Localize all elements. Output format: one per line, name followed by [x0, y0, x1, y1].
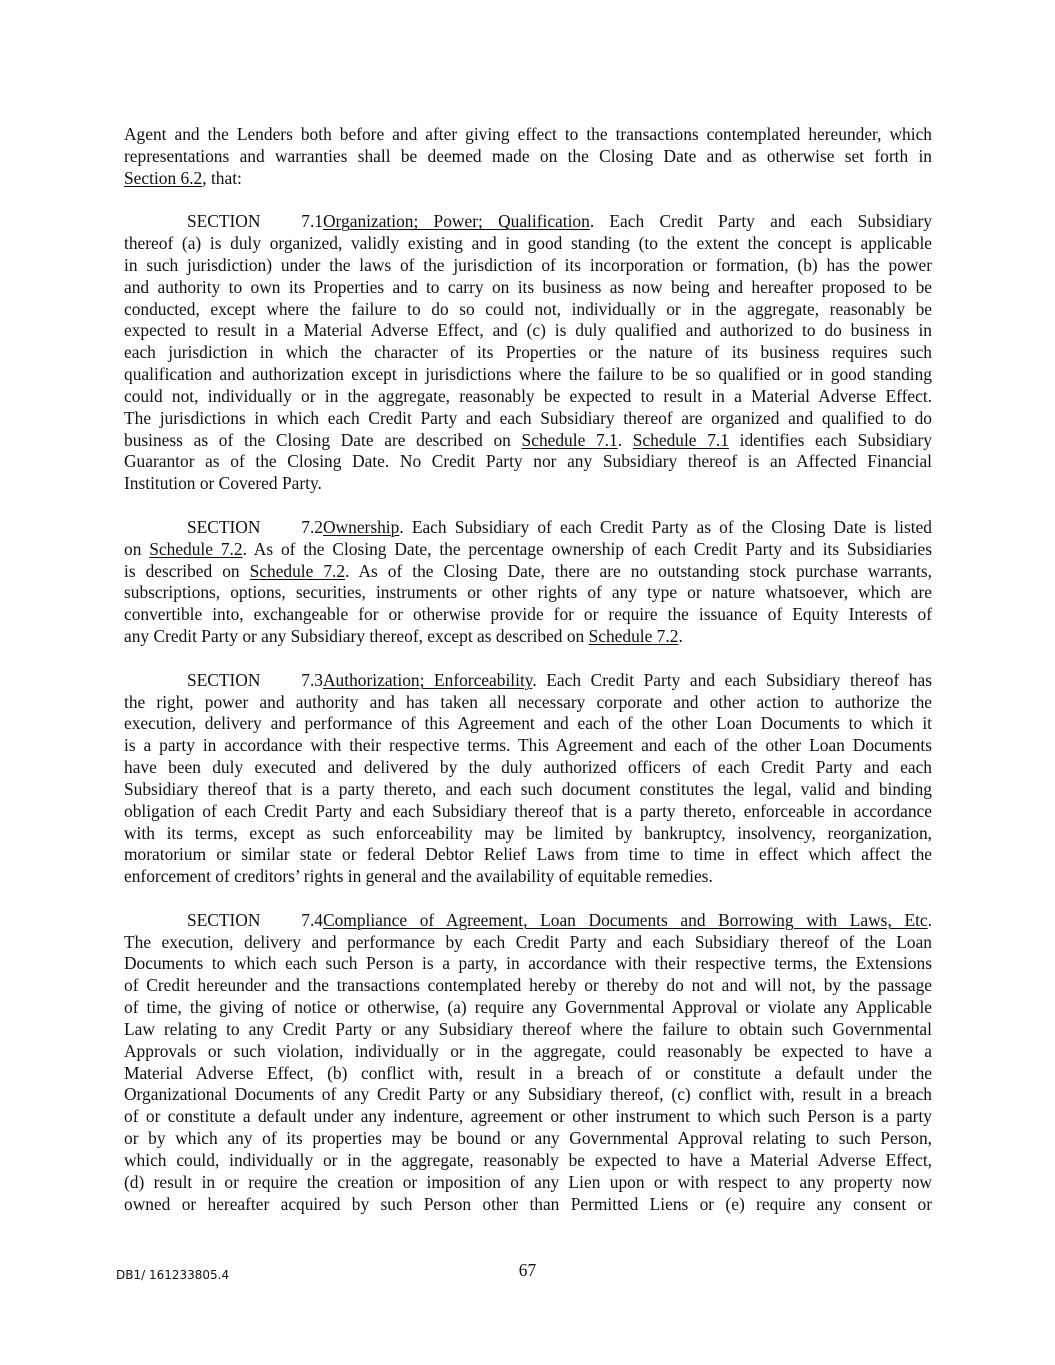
- document-id: DB1/ 161233805.4: [116, 1268, 230, 1282]
- text-run: Agent and the Lenders both before and after giving effect to the transactions contemplated hereunder, which: [124, 124, 932, 144]
- text-line: [124, 735, 932, 757]
- text-run: subscriptions, options, securities, instruments or other rights of any type or nature whatsoever, which are: [124, 582, 932, 603]
- text-run: moratorium or similar state or federal Debtor Relief Laws from time to time in effect which affect the: [124, 844, 932, 865]
- text-run: .: [678, 626, 683, 647]
- text-run: . Each Credit Party and each Subsidiary thereof has: [532, 669, 932, 690]
- text-line: [124, 953, 932, 975]
- text-run: execution, delivery and performance of this Agreement and each of the other Loan Documents to which it: [124, 713, 932, 734]
- paragraph-spacer: [124, 189, 932, 211]
- text-line: [124, 1019, 932, 1041]
- text-line: [124, 1063, 932, 1085]
- text-run: . Each Credit Party and each Subsidiary: [589, 211, 932, 232]
- text-line: [124, 342, 932, 364]
- text-line: [124, 713, 932, 735]
- text-run: (d) result in or require the creation or imposition of any Lien upon or with respect to any property now: [124, 1171, 932, 1192]
- text-run: The jurisdictions in which each Credit Party and each Subsidiary thereof are organized and qualified to do: [124, 407, 932, 428]
- text-run: and authority to own its Properties and to carry on its business as now being and hereafter proposed to be: [124, 276, 932, 297]
- text-line: [124, 233, 932, 255]
- text-line: [124, 975, 932, 997]
- paragraph-spacer: [124, 888, 932, 910]
- text-run: the right, power and authority and has taken all necessary corporate and other action to authorize the: [124, 691, 932, 712]
- underlined-reference: Compliance of Agreement, Loan Documents and Borrowing with Laws, Etc: [323, 909, 928, 930]
- text-line: [124, 757, 932, 779]
- section-number: SECTION 7.4: [187, 909, 323, 930]
- text-line: [124, 1194, 932, 1216]
- text-run: of or constitute a default under any indenture, agreement or other instrument to which such Person is a party: [124, 1106, 932, 1127]
- text-line: [124, 1128, 932, 1150]
- text-line: [124, 320, 932, 342]
- text-line: [124, 299, 932, 321]
- text-line: [124, 451, 932, 473]
- text-line: [124, 277, 932, 299]
- intro-paragraph: [124, 124, 932, 189]
- text-line: [124, 626, 932, 648]
- text-line: [124, 844, 932, 866]
- paragraph-spacer: [124, 648, 932, 670]
- text-run: identifies each Subsidiary: [728, 429, 932, 450]
- section-number: SECTION 7.1: [187, 211, 323, 232]
- text-line: [124, 364, 932, 386]
- underlined-reference: Schedule 7.2: [588, 626, 679, 647]
- text-line: [124, 604, 932, 626]
- text-line: [124, 997, 932, 1019]
- text-run: Institution or Covered Party.: [124, 473, 322, 494]
- text-run: business as of the Closing Date are described on: [124, 429, 522, 450]
- text-run: , that:: [202, 167, 242, 188]
- text-run: Subsidiary thereof that is a party thereto, and each such document constitutes the legal, valid and binding: [124, 778, 932, 799]
- text-line: [124, 1084, 932, 1106]
- text-run: which could, individually or in the aggregate, reasonably be expected to have a Material Adverse Effect,: [124, 1149, 932, 1170]
- text-line: [124, 1172, 932, 1194]
- text-line: [124, 1150, 932, 1172]
- underlined-reference: Authorization; Enforceability: [323, 669, 533, 690]
- text-line: [124, 823, 932, 845]
- text-line: [124, 473, 932, 495]
- underlined-reference: Schedule 7.1: [632, 429, 729, 450]
- text-run: qualification and authorization except in jurisdictions where the failure to be so qualified or in good standing: [124, 364, 932, 385]
- underlined-reference: Ownership: [323, 516, 400, 537]
- text-run: any Credit Party or any Subsidiary thereof, except as described on: [124, 626, 589, 647]
- text-run: on: [124, 538, 150, 559]
- text-line: [124, 670, 932, 692]
- text-line: [124, 386, 932, 408]
- text-run: or by which any of its properties may be bound or any Governmental Approval relating to such Person,: [124, 1128, 932, 1149]
- text-run: could not, individually or in the aggregate, reasonably be expected to result in a Material Adverse Effect.: [124, 385, 932, 406]
- section-paragraph: [124, 910, 932, 1216]
- section-paragraph: [124, 211, 932, 495]
- text-run: each jurisdiction in which the character of its Properties or the nature of its business requires such: [124, 342, 932, 363]
- text-run: enforcement of creditors’ rights in general and the availability of equitable remedies.: [124, 866, 713, 887]
- text-run: of time, the giving of notice or otherwise, (a) require any Governmental Approval or violate any Applicable: [124, 997, 932, 1018]
- text-line: [124, 408, 932, 430]
- text-run: Law relating to any Credit Party or any Subsidiary thereof where the failure to obtain such Governmental: [124, 1018, 932, 1039]
- text-run: . As of the Closing Date, there are no outstanding stock purchase warrants,: [345, 560, 932, 581]
- text-run: representations and warranties shall be deemed made on the Closing Date and as otherwise set forth in: [124, 145, 932, 166]
- text-line: [124, 866, 932, 888]
- text-run: Approvals or such violation, individually or in the aggregate, could reasonably be expected to have a: [124, 1040, 932, 1061]
- underlined-reference: Schedule 7.1: [521, 429, 618, 450]
- text-run: thereof (a) is duly organized, validly existing and in good standing (to the extent the concept is applicable: [124, 233, 932, 254]
- text-line: [124, 801, 932, 823]
- text-run: is described on: [124, 560, 250, 581]
- text-run: have been duly executed and delivered by the duly authorized officers of each Credit Party and each: [124, 757, 932, 778]
- text-line: [124, 146, 932, 168]
- text-line: [124, 779, 932, 801]
- text-run: with its terms, except as such enforceability may be limited by bankruptcy, insolvency, reorganization,: [124, 822, 932, 843]
- text-line: [124, 910, 932, 932]
- text-run: . Each Subsidiary of each Credit Party as of the Closing Date is listed: [399, 516, 932, 537]
- underlined-reference: Section 6.2: [124, 167, 203, 188]
- text-line: [124, 211, 932, 233]
- text-line: [124, 932, 932, 954]
- underlined-reference: Schedule 7.2: [149, 538, 243, 559]
- section-number: SECTION 7.2: [187, 516, 323, 537]
- text-run: in such jurisdiction) under the laws of the jurisdiction of its incorporation or formation, (b) has the power: [124, 254, 932, 275]
- text-run: Material Adverse Effect, (b) conflict with, result in a breach of or constitute a default under the: [124, 1062, 932, 1083]
- text-line: [124, 1106, 932, 1128]
- underlined-reference: Organization; Power; Qualification: [323, 211, 590, 232]
- text-run: .: [927, 909, 932, 930]
- text-run: of Credit hereunder and the transactions contemplated hereby or thereby do not and will not, by the passage: [124, 975, 932, 996]
- text-line: [124, 517, 932, 539]
- text-line: [124, 1041, 932, 1063]
- text-run: convertible into, exchangeable for or otherwise provide for or require the issuance of Equity Interests of: [124, 604, 932, 625]
- section-number: SECTION 7.3: [187, 669, 323, 690]
- text-run: obligation of each Credit Party and each Subsidiary thereof that is a party thereto, enforceable in accordance: [124, 800, 932, 821]
- text-line: [124, 430, 932, 452]
- paragraph-spacer: [124, 495, 932, 517]
- text-line: [124, 255, 932, 277]
- text-line: [124, 124, 932, 146]
- page-number: 67: [518, 1260, 537, 1280]
- text-run: conducted, except where the failure to do so could not, individually or in the aggregate, reasonably be: [124, 298, 932, 319]
- text-run: owned or hereafter acquired by such Person other than Permitted Liens or (e) require any consent or: [124, 1193, 932, 1214]
- text-line: [124, 539, 932, 561]
- text-run: . As of the Closing Date, the percentage ownership of each Credit Party and its Subsidiaries: [242, 538, 932, 559]
- text-line: [124, 692, 932, 714]
- section-paragraph: [124, 670, 932, 888]
- text-line: [124, 168, 932, 190]
- underlined-reference: Schedule 7.2: [249, 560, 346, 581]
- text-run: Guarantor as of the Closing Date. No Credit Party nor any Subsidiary thereof is an Affected Financial: [124, 451, 932, 472]
- text-line: [124, 561, 932, 583]
- text-run: Documents to which each such Person is a party, in accordance with their respective terms, the Extensions: [124, 953, 932, 974]
- text-run: The execution, delivery and performance by each Credit Party and each Subsidiary thereof of the Loan: [124, 931, 932, 952]
- section-paragraph: [124, 517, 932, 648]
- text-run: .: [617, 429, 633, 450]
- text-run: is a party in accordance with their respective terms. This Agreement and each of the other Loan Documents: [124, 735, 932, 756]
- document-body: [124, 124, 932, 1215]
- text-run: expected to result in a Material Adverse Effect, and (c) is duly qualified and authorized to do business in: [124, 320, 932, 341]
- text-line: [124, 582, 932, 604]
- text-run: Organizational Documents of any Credit Party or any Subsidiary thereof, (c) conflict with, result in a breach: [124, 1084, 932, 1105]
